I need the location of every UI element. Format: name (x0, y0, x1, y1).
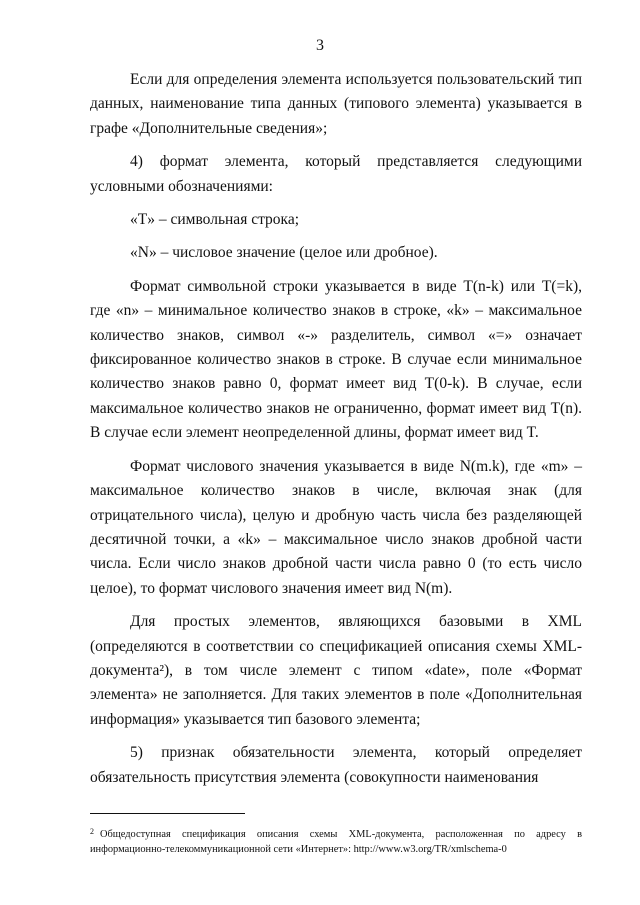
paragraph-format-n: «N» – числовое значение (целое или дробное). (130, 244, 438, 262)
body-text (90, 68, 582, 790)
footnote-text: Общедоступная спецификация описания схемы XML-документа, расположенная по адресу в информационно-телекоммуникационной сети «Интернет»: http://www.w3.org/TR/xmlschema-0 (90, 829, 582, 855)
footnote (90, 824, 582, 857)
footnote-marker: 2 (90, 827, 94, 836)
page-number: 3 (316, 37, 324, 54)
paragraph-format-t: «T» – символьная строка; (130, 211, 300, 229)
paragraph-user-type: Если для определения элемента используется пользовательский тип данных, наименование типа данных (типового элемента) указывается в графе «Дополнительные сведения»; (90, 71, 582, 137)
paragraph-xml-base-elements: Для простых элементов, являющихся базовыми в XML (определяются в соответствии со спецификацией описания схемы XML-документа²), в том числе элемент с типом «date», поле «Формат элемента» не заполняется. Для таких элементов в поле «Дополнительная информация» указывается тип базового элемента; (90, 613, 582, 728)
paragraph-element-format: 4) формат элемента, который представляется следующими условными обозначениями: (90, 153, 582, 195)
paragraph-string-format: Формат символьной строки указывается в виде T(n-k) или T(=k), где «n» – минимальное количество знаков в строке, «k» – максимальное количество знаков, символ «-» разделитель, символ «=» означает фиксированное количество знаков в строке. В случае если минимальное количество знаков равно 0, формат имеет вид T(0-k). В случае, если максимальное количество знаков не ограниченно, формат имеет вид T(n). В случае если элемент неопределенной длины, формат имеет вид T. (90, 277, 582, 442)
footnote-divider (90, 813, 245, 814)
paragraph-numeric-format: Формат числового значения указывается в виде N(m.k), где «m» – максимальное количество знаков в числе, включая знак (для отрицательного числа), целую и дробную часть числа без разделяющей десятичной точки, а «k» – максимальное число знаков дробной части числа. Если число знаков дробной части числа равно 0 (то есть число целое), то формат числового значения имеет вид N(m). (90, 457, 582, 597)
paragraph-mandatory-flag: 5) признак обязательности элемента, который определяет обязательность присутствия элемента (совокупности наименования (90, 744, 582, 786)
